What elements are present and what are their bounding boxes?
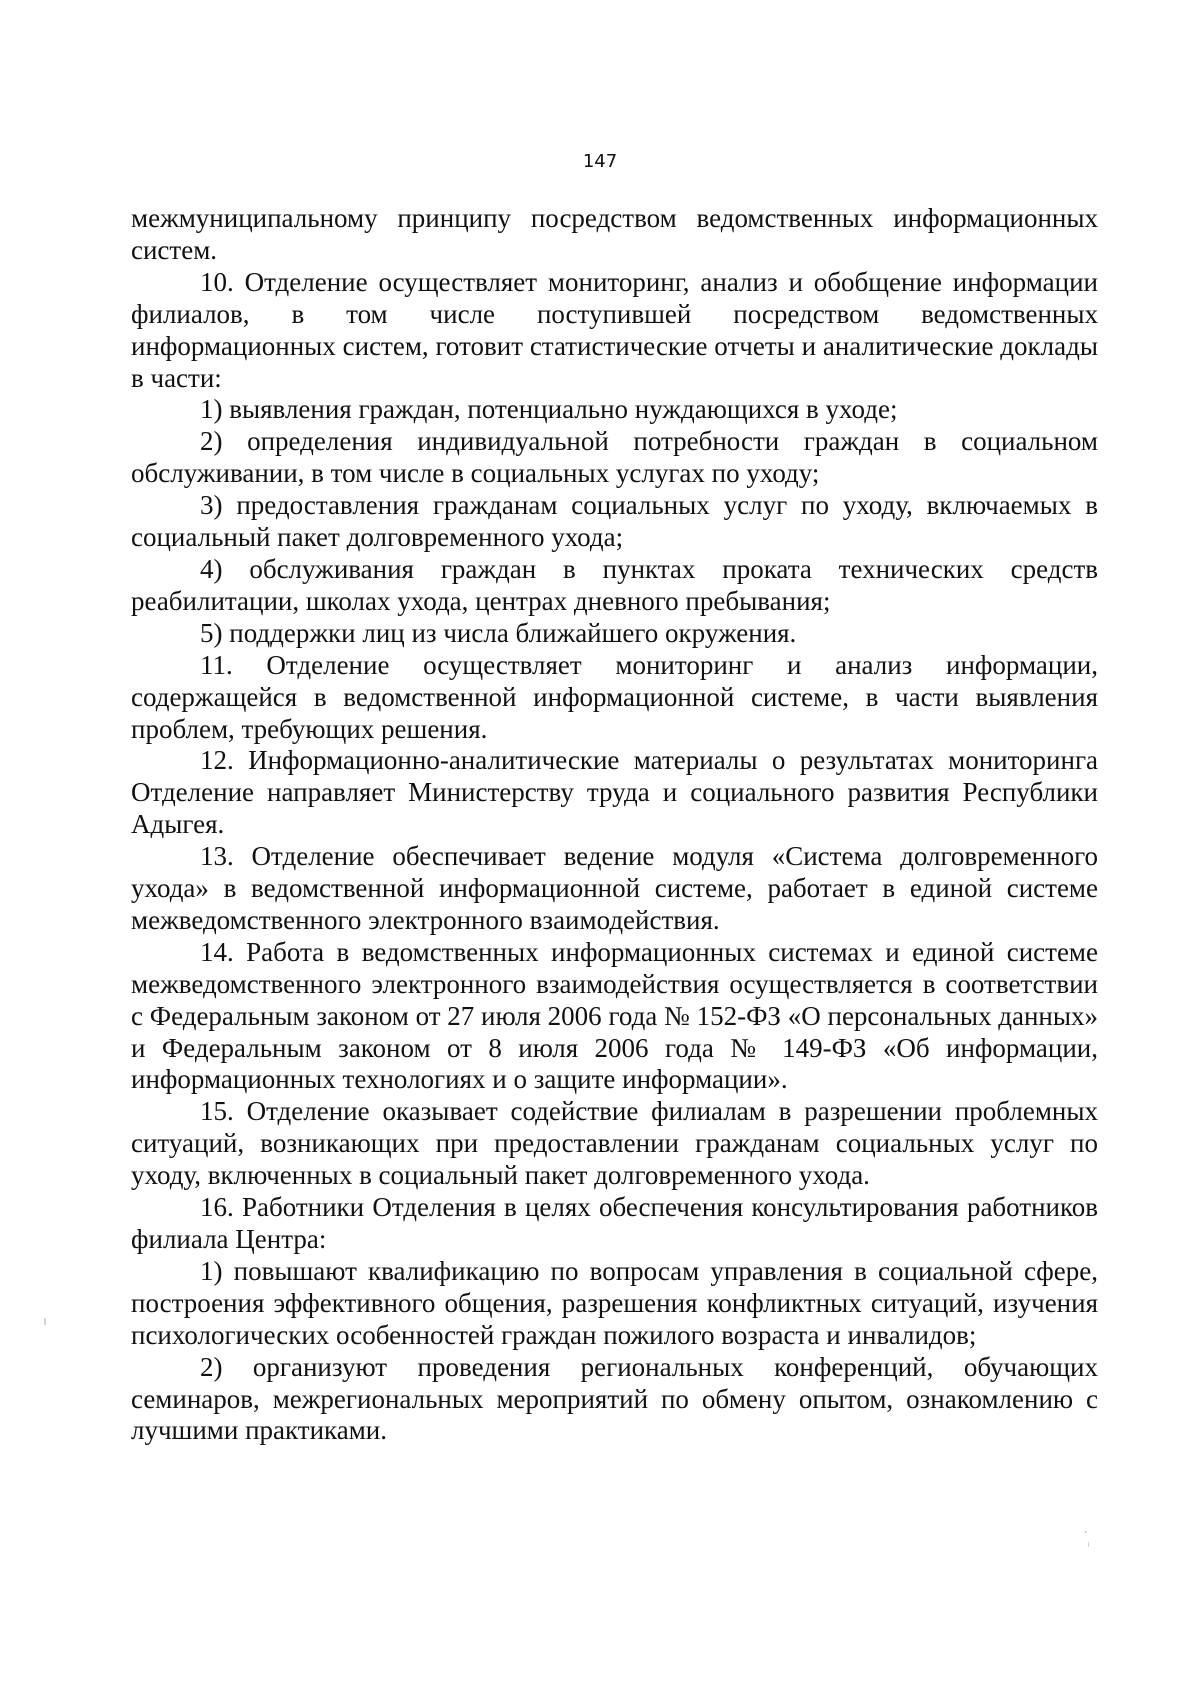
list-item-10-4: 4) обслуживания граждан в пунктах проката технических средств реабилитации, школах ухода, центрах дневного пребывания; (131, 553, 1098, 616)
list-item-10-2: 2) определения индивидуальной потребности граждан в социальном обслуживании, в том числе в социальных услугах по уходу; (131, 426, 1098, 489)
list-item-16-1: 1) повышают квалификацию по вопросам управления в социальной сфере, построения эффективного общения, разрешения конфликтных ситуаций, изучения психологических особенностей граждан пожилого возраста и инвалидов; (131, 1255, 1098, 1350)
scan-mark (44, 1318, 46, 1325)
list-item-10-3: 3) предоставления гражданам социальных услуг по уходу, включаемых в социальный пакет долговременного ухода; (131, 490, 1098, 553)
paragraph-15: 15. Отделение оказывает содействие филиалам в разрешении проблемных ситуаций, возникающих при предоставлении гражданам социальных услуг по уходу, включенных в социальный пакет долговременного ухода. (131, 1096, 1098, 1191)
scan-mark (1088, 1542, 1089, 1547)
paragraph-11: 11. Отделение осуществляет мониторинг и анализ информации, содержащейся в ведомственной информационной системе, в части выявления проблем, требующих решения. (131, 649, 1098, 744)
page-number: 147 (582, 151, 618, 172)
document-body (131, 203, 1098, 1447)
paragraph-12: 12. Информационно-аналитические материалы о результатах мониторинга Отделение направляет Министерству труда и социального развития Республики Адыгея. (131, 745, 1098, 840)
paragraph-10: 10. Отделение осуществляет мониторинг, анализ и обобщение информации филиалов, в том числе поступившей посредством ведомственных информационных систем, готовит статистические отчеты и аналитические доклады в части: (131, 266, 1098, 393)
paragraph-continuation: межмуниципальному принципу посредством ведомственных информационных систем. (131, 203, 1098, 265)
list-item-10-1: 1) выявления граждан, потенциально нуждающихся в уходе; (200, 394, 898, 425)
list-item-10-5: 5) поддержки лиц из числа ближайшего окружения. (200, 617, 797, 648)
paragraph-13: 13. Отделение обеспечивает ведение модуля «Система долговременного ухода» в ведомственной информационной системе, работает в единой системе межведомственного электронного взаимодействия. (131, 841, 1098, 935)
list-item-16-2: 2) организуют проведения региональных конференций, обучающих семинаров, межрегиональных мероприятий по обмену опытом, ознакомлению с лучшими практиками. (131, 1351, 1098, 1446)
paragraph-16: 16. Работники Отделения в целях обеспечения консультирования работников филиала Центра: (131, 1192, 1098, 1254)
scan-mark (1085, 1531, 1087, 1533)
paragraph-14: 14. Работа в ведомственных информационных системах и единой системе межведомственного электронного взаимодействия осуществляется в соответствии с Федеральным законом от 27 июля 2006 года № 152-ФЗ «О персональных данных» и Федеральным законом от 8 июля 2006 года № 149-ФЗ «Об информации, информационных технологиях и о защите информации». (131, 936, 1098, 1095)
